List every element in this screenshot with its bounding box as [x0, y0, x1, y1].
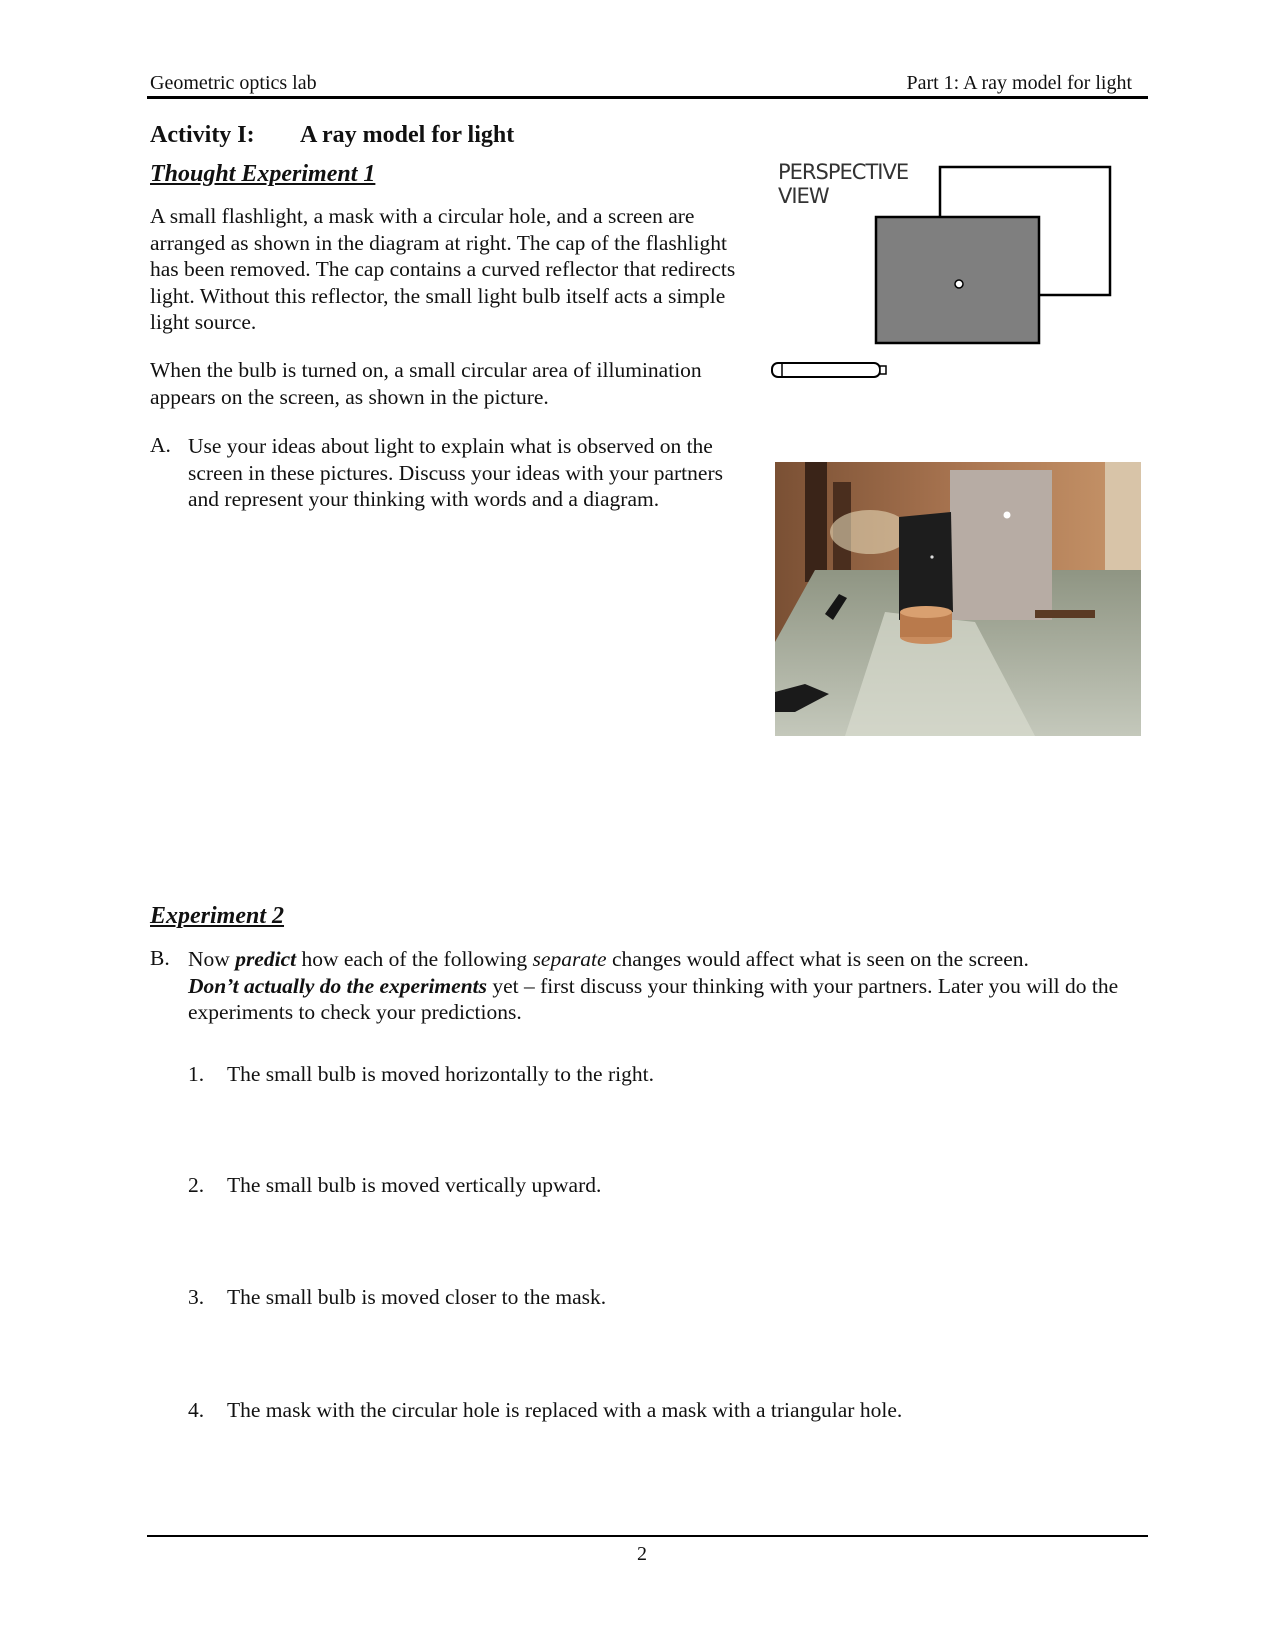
item-4-text: The mask with the circular hole is replaced with a mask with a triangular hole. — [227, 1398, 903, 1422]
qb-predict: predict — [235, 947, 297, 971]
diagram-label-view: VIEW — [778, 184, 829, 208]
experiment-photo — [775, 462, 1141, 736]
question-a-label: A. — [150, 433, 171, 457]
item-3-number: 3. — [188, 1285, 205, 1309]
footer-rule — [147, 1535, 1148, 1537]
qb-separate: separate — [532, 947, 607, 971]
mask-hole — [955, 280, 963, 288]
header-right: Part 1: A ray model for light — [906, 72, 1132, 94]
question-b-label: B. — [150, 946, 170, 970]
item-2-text: The small bulb is moved vertically upward. — [227, 1173, 602, 1197]
qb-mid2: changes would affect what is seen on the screen. — [611, 947, 1029, 971]
header-left: Geometric optics lab — [150, 72, 317, 94]
item-4-number: 4. — [188, 1398, 205, 1422]
qb-now: Now — [188, 947, 230, 971]
header-rule — [147, 96, 1148, 99]
flashlight-icon — [772, 363, 886, 377]
page-number: 2 — [637, 1543, 647, 1565]
qb-rest: yet – first discuss your thinking with your partners. Later you will do the experiments to check your predictions. — [188, 973, 1119, 1024]
diagram-label-perspective: PERSPECTIVE — [778, 160, 909, 184]
item-3-text: The small bulb is moved closer to the mask. — [227, 1285, 607, 1309]
thought-experiment-heading: Thought Experiment 1 — [150, 161, 376, 187]
thought-experiment-paragraph-2: When the bulb is turned on, a small circular area of illumination appears on the screen, as shown in the picture. — [150, 358, 702, 409]
activity-title — [150, 122, 515, 149]
thought-experiment-paragraph-1: A small flashlight, a mask with a circular hole, and a screen are arranged as shown in the diagram at right. The cap of the flashlight has been removed. The cap contains a curved reflector that redirects light. Without this reflector, the small light bulb itself acts a simple light source. — [150, 204, 736, 334]
item-1-text: The small bulb is moved horizontally to the right. — [227, 1062, 654, 1086]
experiment-2-heading: Experiment 2 — [150, 903, 285, 929]
question-a-text: Use your ideas about light to explain what is observed on the screen in these pictures. Discuss your ideas with your partners and represent your thinking with words and a diagram. — [188, 434, 723, 511]
qb-mid1: how each of the following — [301, 947, 528, 971]
activity-label: Activity I: — [150, 122, 255, 148]
question-b-text — [188, 946, 1148, 1026]
activity-name: A ray model for light — [300, 122, 515, 148]
item-1-number: 1. — [188, 1062, 205, 1086]
item-2-number: 2. — [188, 1173, 205, 1197]
qb-dont: Don’t actually do the experiments — [188, 973, 487, 998]
perspective-diagram — [760, 155, 1140, 395]
